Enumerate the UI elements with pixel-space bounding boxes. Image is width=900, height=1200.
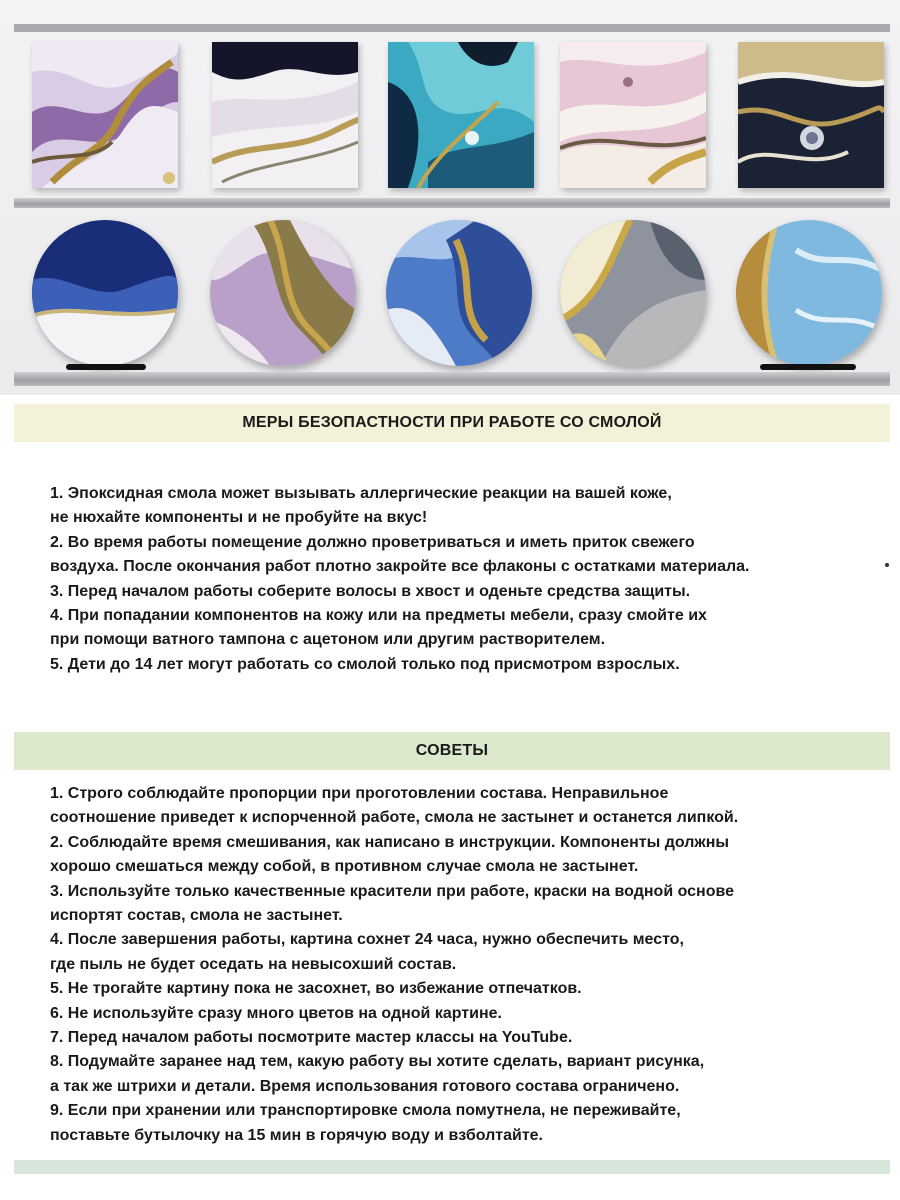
tips-title: СОВЕТЫ [415,742,489,759]
safety-item-5: 5. Дети до 14 лет могут работать со смолой только под присмотром взрослых. [50,655,680,673]
safety-item-1: 1. Эпоксидная смола может вызывать аллергические реакции на вашей коже, не нюхайте компоненты и не пробуйте на вкус! [50,485,672,527]
tip-item-1: 1. Строго соблюдайте пропорции при проготовлении состава. Неправильное соотношение приведет к испорченной работе, смола не застынет и останется липкой. [50,785,739,827]
top-shelf [14,24,890,32]
stray-dot [885,563,889,567]
painting-square-4 [560,42,706,188]
tip-item-2: 2. Соблюдайте время смешивания, как написано в инструкции. Компоненты должны хорошо смешаться между собой, в противном случае смола не застынет. [50,833,730,876]
tip-item-4: 4. После завершения работы, картина сохнет 24 часа, нужно обеспечить место, где пыль не будет оседать на невысохший состав. [50,931,684,973]
tips-header [14,732,890,770]
safety-title: МЕРЫ БЕЗОПАСТНОСТИ ПРИ РАБОТЕ СО СМОЛОЙ [242,414,662,431]
bottom-shelf [14,372,890,386]
safety-header [14,404,890,442]
resin-art-gallery [0,0,900,395]
painting-round-5 [736,220,882,366]
painting-round-2 [210,220,356,366]
tip-item-6: 6. Не используйте сразу много цветов на одной картине. [50,1004,502,1022]
footer-band [14,1160,890,1174]
tips-list [50,782,880,1148]
painting-round-3 [386,220,532,366]
tip-item-7: 7. Перед началом работы посмотрите мастер классы на YouTube. [50,1029,573,1047]
middle-shelf [14,198,890,208]
tip-item-5: 5. Не трогайте картину пока не засохнет, во избежание отпечатков. [50,980,582,998]
tip-item-3: 3. Используйте только качественные красители при работе, краски на водной основе испортят состав, смола не застынет. [50,882,735,925]
painting-square-5 [738,42,884,188]
safety-item-4: 4. При попадании компонентов на кожу или на предметы мебели, сразу смойте их при помощи ватного тампона с ацетоном или другим растворителем. [50,607,707,649]
painting-square-3 [388,42,534,188]
safety-item-3: 3. Перед началом работы соберите волосы в хвост и оденьте средства защиты. [50,582,691,600]
safety-item-2: 2. Во время работы помещение должно проветриваться и иметь приток свежего воздуха. После окончания работ плотно закройте все флаконы с остатками материала. [50,533,750,576]
stand-5 [760,364,856,370]
safety-list [50,482,880,677]
painting-round-1 [32,220,178,366]
painting-round-4 [560,220,706,366]
painting-square-1 [32,42,178,188]
stand-1 [66,364,146,370]
painting-square-2 [212,42,358,188]
tip-item-8: 8. Подумайте заранее над тем, какую работу вы хотите сделать, вариант рисунка, а так же штрихи и детали. Время использования готового состава ограничено. [50,1053,705,1095]
tip-item-9: 9. Если при хранении или транспортировке смола помутнела, не переживайте, поставьте бутылочку на 15 мин в горячую воду и взболтайте. [50,1102,681,1144]
